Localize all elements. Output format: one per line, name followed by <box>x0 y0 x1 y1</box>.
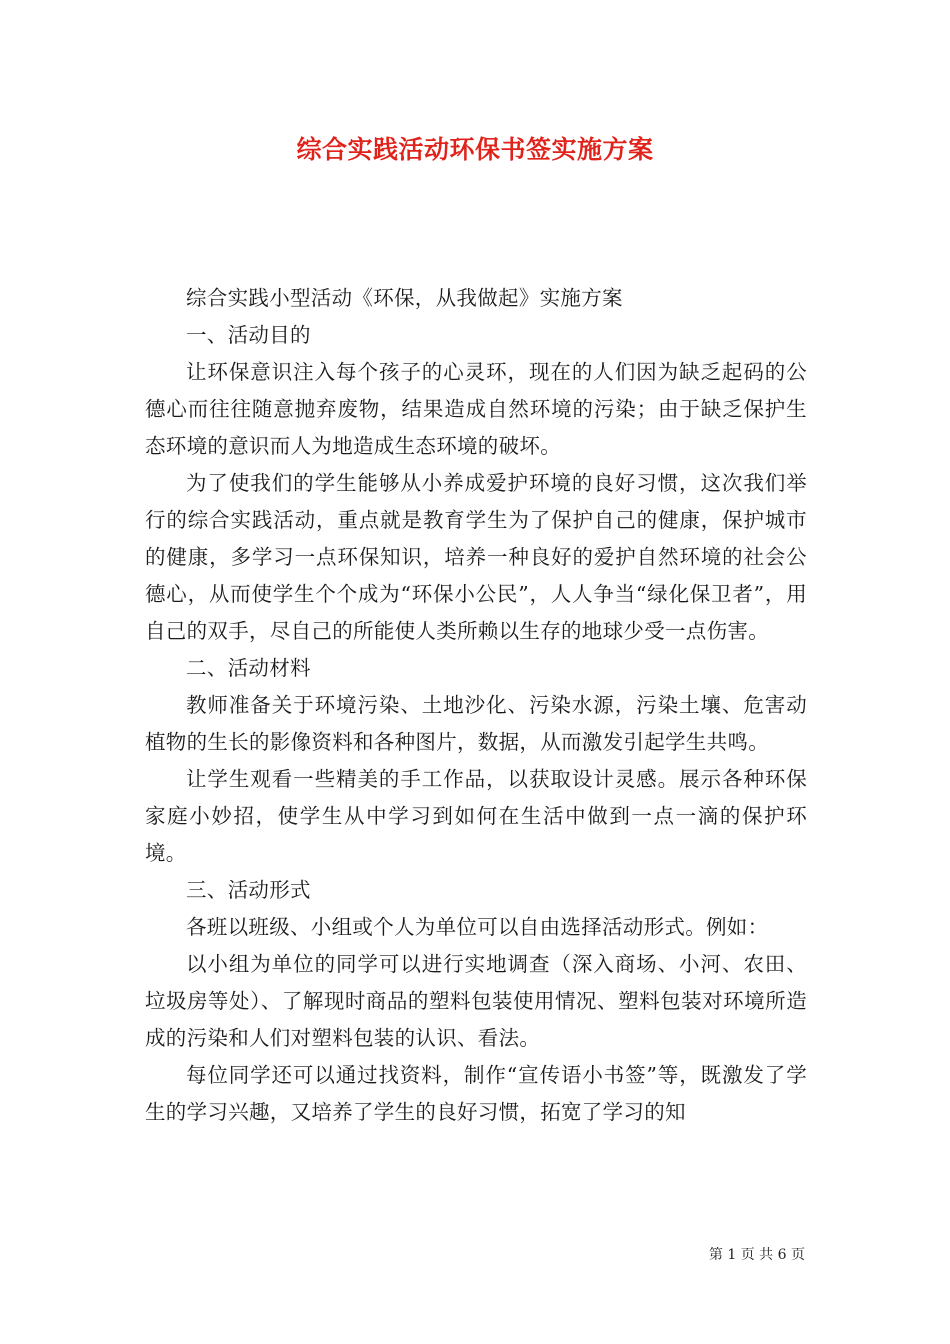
section-heading: 二、活动材料 <box>186 656 311 680</box>
paragraph: 让学生观看一些精美的手工作品，以获取设计灵感。展示各种环保家庭小妙招，使学生从中学习到如何在生活中做到一点一滴的保护环境。 <box>145 767 807 865</box>
paragraph: 教师准备关于环境污染、土地沙化、污染水源，污染土壤、危害动植物的生长的影像资料和各种图片，数据，从而激发引起学生共鸣。 <box>145 693 807 754</box>
document-body <box>145 280 807 1131</box>
paragraph: 让环保意识注入每个孩子的心灵环，现在的人们因为缺乏起码的公德心而往往随意抛弃废物，结果造成自然环境的污染；由于缺乏保护生态环境的意识而人为地造成生态环境的破坏。 <box>145 360 807 458</box>
paragraph: 以小组为单位的同学可以进行实地调查（深入商场、小河、农田、垃圾房等处）、了解现时商品的塑料包装使用情况、塑料包装对环境所造成的污染和人们对塑料包装的认识、看法。 <box>145 952 807 1050</box>
section-heading: 一、活动目的 <box>186 323 311 347</box>
paragraph: 各班以班级、小组或个人为单位可以自由选择活动形式。例如： <box>186 915 769 939</box>
paragraph: 综合实践小型活动《环保，从我做起》实施方案 <box>186 286 623 310</box>
page-number: 第 1 页 共 6 页 <box>708 1247 805 1263</box>
document-title: 综合实践活动环保书签实施方案 <box>296 135 654 164</box>
paragraph: 每位同学还可以通过找资料，制作“宣传语小书签”等，既激发了学生的学习兴趣，又培养了学生的良好习惯，拓宽了学习的知 <box>145 1063 807 1124</box>
section-heading: 三、活动形式 <box>186 878 311 902</box>
paragraph: 为了使我们的学生能够从小养成爱护环境的良好习惯，这次我们举行的综合实践活动，重点就是教育学生为了保护自己的健康，保护城市的健康，多学习一点环保知识，培养一种良好的爱护自然环境的社会公德心，从而使学生个个成为“环保小公民”，人人争当“绿化保卫者”，用自己的双手，尽自己的所能使人类所赖以生存的地球少受一点伤害。 <box>145 471 807 643</box>
